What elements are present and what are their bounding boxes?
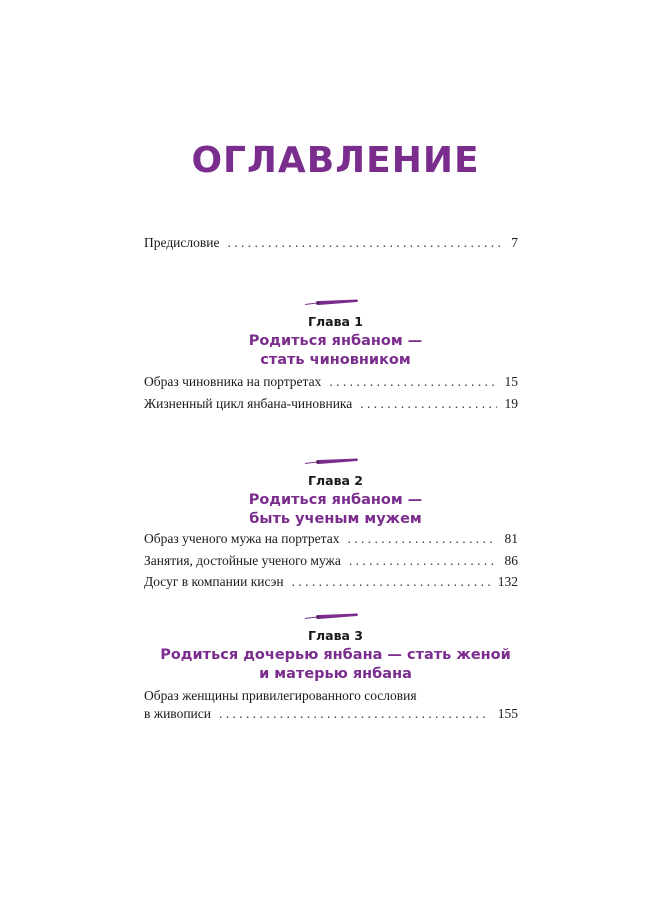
toc-entry[interactable] xyxy=(144,573,518,591)
toc-entry-page: 19 xyxy=(504,396,518,411)
toc-entry-page: 155 xyxy=(497,706,518,721)
toc-entry-label: Досуг в компании кисэн xyxy=(144,574,284,589)
leader-dots xyxy=(329,373,496,391)
toc-entry-label: Предисловие xyxy=(144,235,220,250)
brush-icon xyxy=(303,457,359,467)
toc-entry-label-line1[interactable]: Образ женщины привилегированного сословия xyxy=(144,688,417,703)
toc-entry[interactable] xyxy=(144,552,518,570)
chapter-2-title-line2: быть ученым мужем xyxy=(249,511,422,527)
page-title: ОГЛАВЛЕНИЕ xyxy=(191,140,480,181)
toc-entry[interactable] xyxy=(144,395,518,413)
toc-entry[interactable] xyxy=(144,373,518,391)
toc-entry-preface[interactable] xyxy=(144,234,518,252)
toc-entry-page: 86 xyxy=(504,553,518,568)
brush-icon xyxy=(303,612,359,622)
toc-entry-page: 7 xyxy=(511,235,518,250)
chapter-1-title-line1: Родиться янбаном — xyxy=(248,333,423,349)
chapter-2-label: Глава 2 xyxy=(308,473,363,488)
toc-entry[interactable] xyxy=(144,530,518,548)
chapter-3-title-line1: Родиться дочерью янбана — стать женой xyxy=(160,647,511,663)
chapter-1-title-line2: стать чиновником xyxy=(260,352,411,368)
chapter-2-title-line1: Родиться янбаном — xyxy=(248,492,423,508)
chapter-3-label: Глава 3 xyxy=(308,628,363,643)
toc-entry-label: Занятия, достойные ученого мужа xyxy=(144,553,341,568)
brush-icon xyxy=(303,298,359,308)
toc-entry[interactable] xyxy=(144,705,518,723)
leader-dots xyxy=(349,552,497,570)
leader-dots xyxy=(347,530,496,548)
toc-entry-label: в живописи xyxy=(144,706,211,721)
leader-dots xyxy=(219,705,490,723)
toc-entry-label: Образ чиновника на портретах xyxy=(144,374,322,389)
leader-dots xyxy=(360,395,496,413)
toc-entry-page: 15 xyxy=(504,374,518,389)
toc-entry-page: 81 xyxy=(504,531,518,546)
leader-dots xyxy=(227,234,503,252)
toc-entry-page: 132 xyxy=(497,574,518,589)
toc-entry-label: Жизненный цикл янбана-чиновника xyxy=(144,396,353,411)
chapter-3-title-line2: и матерью янбана xyxy=(259,666,412,682)
chapter-1-label: Глава 1 xyxy=(308,314,363,329)
toc-entry-label: Образ ученого мужа на портретах xyxy=(144,531,340,546)
leader-dots xyxy=(292,573,490,591)
